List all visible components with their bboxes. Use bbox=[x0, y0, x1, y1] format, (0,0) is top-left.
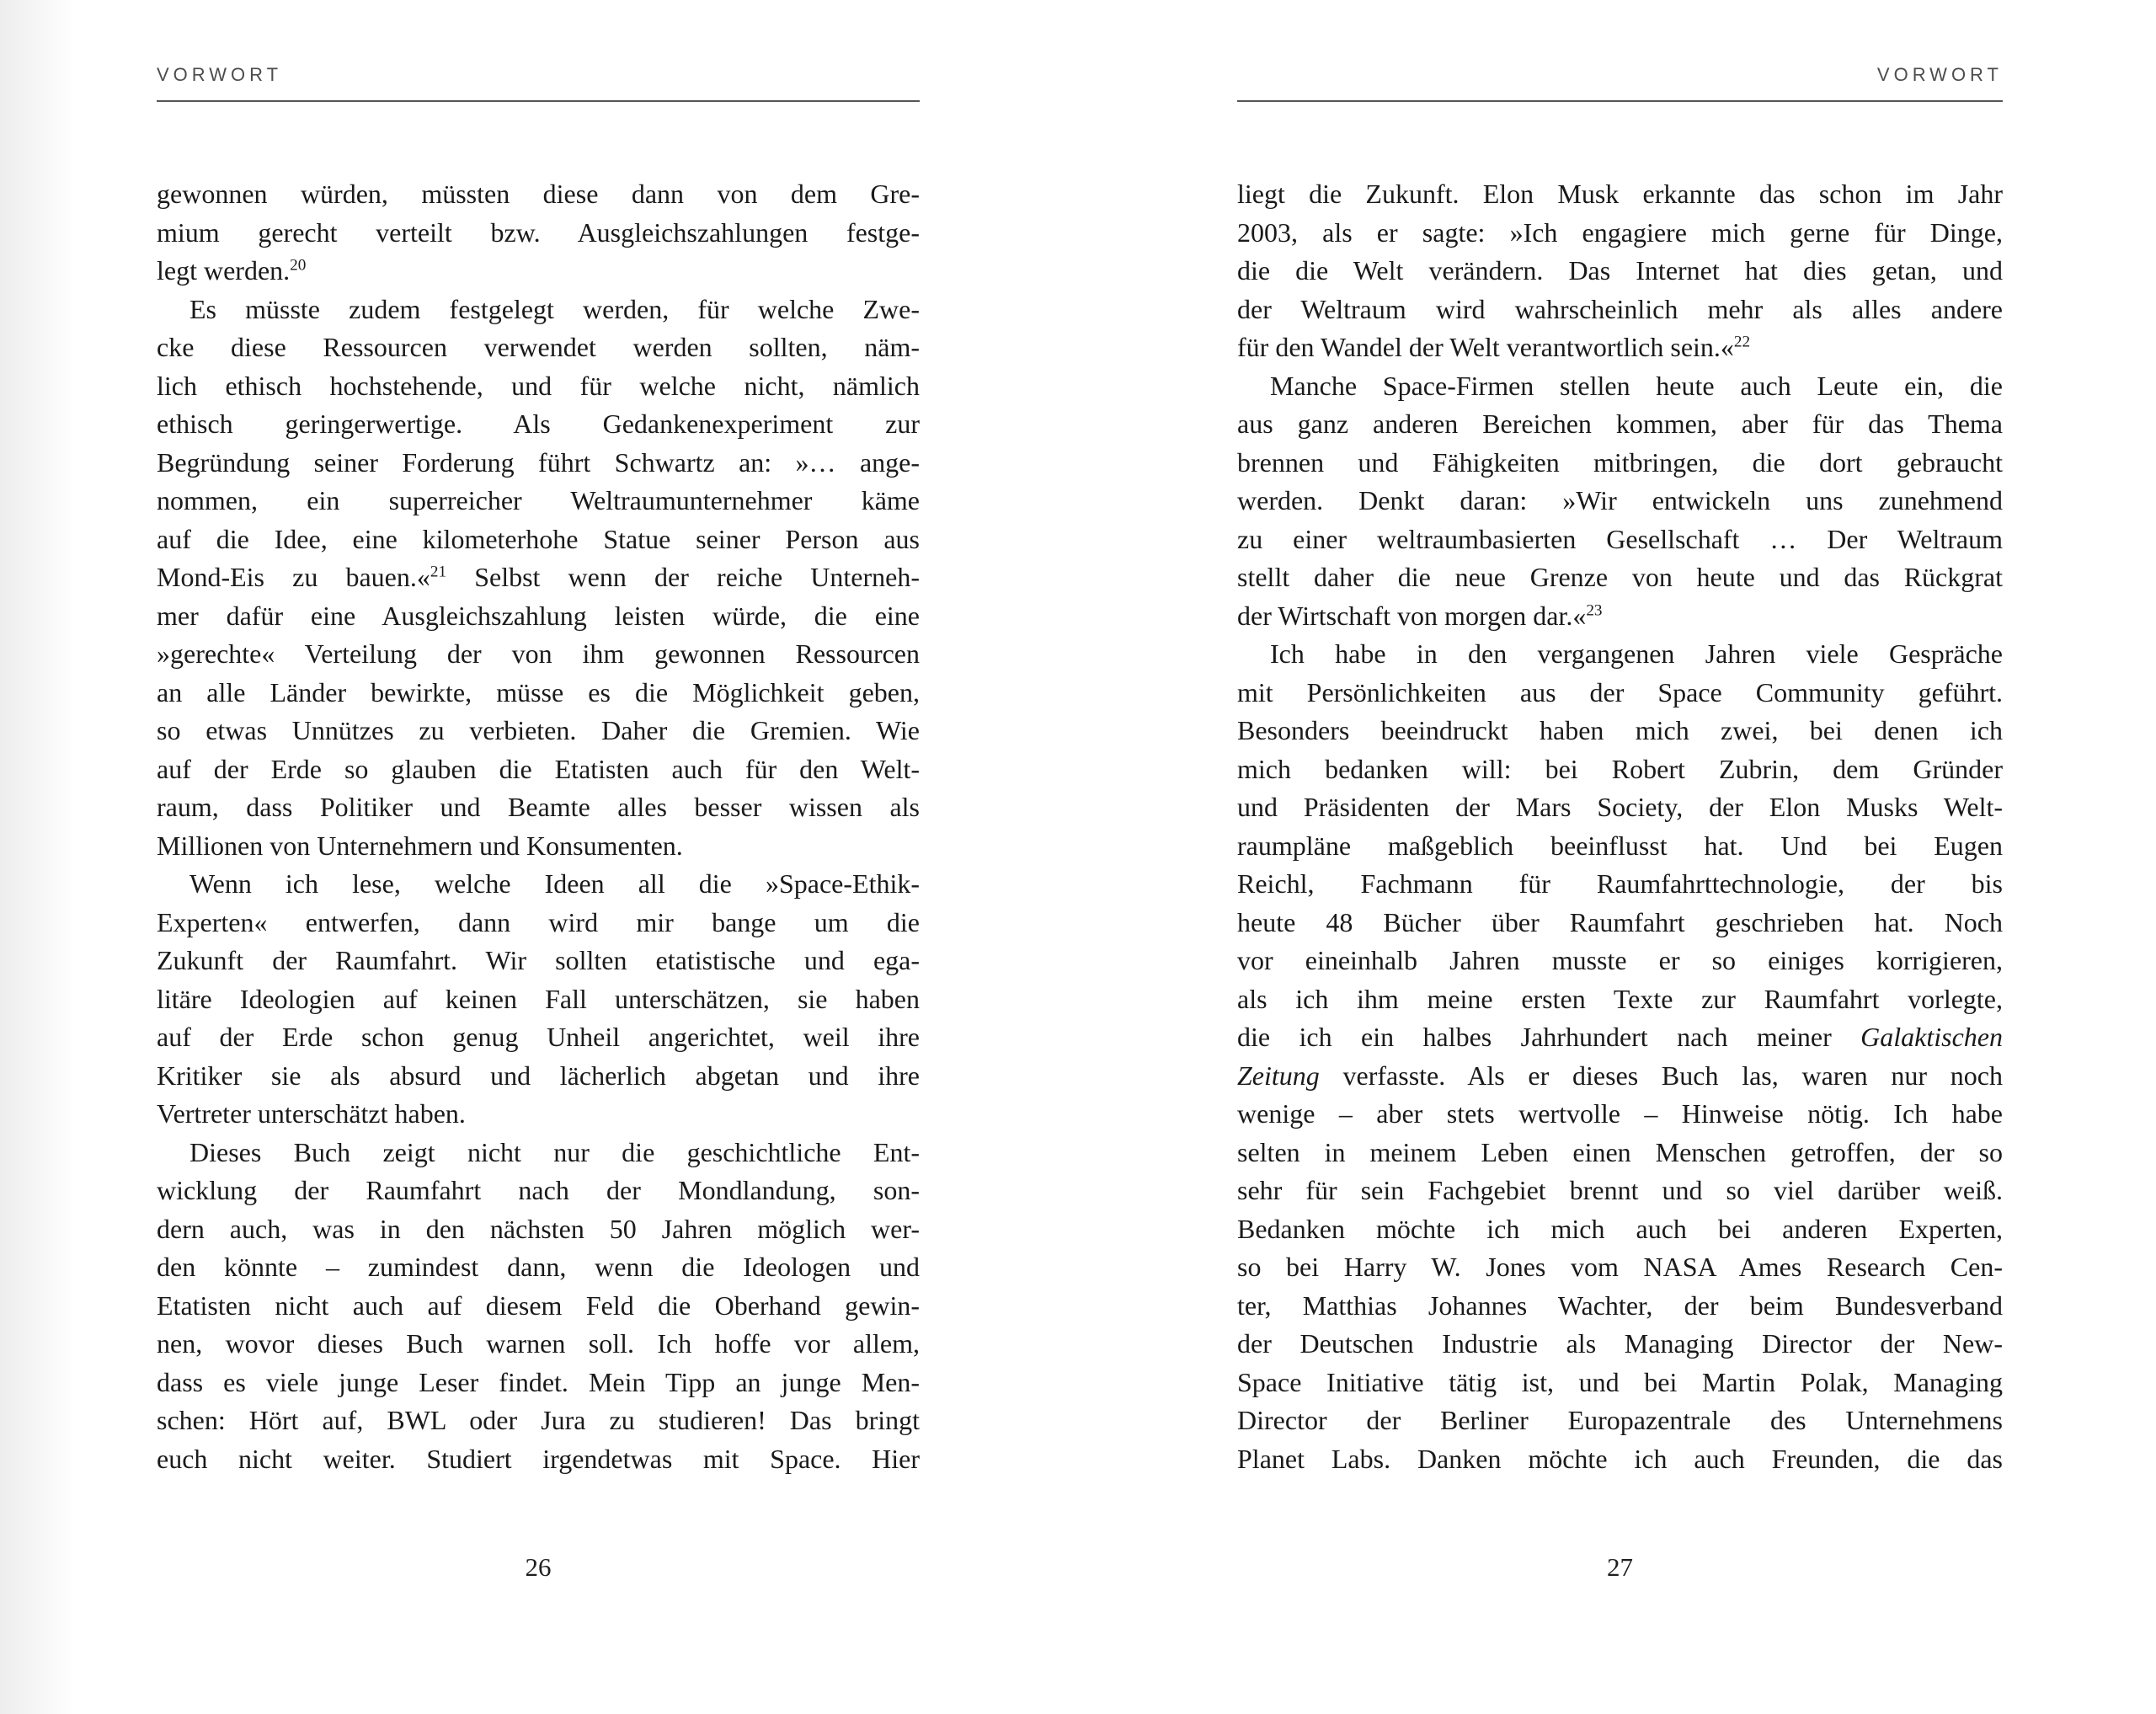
text-segment: Es müsste zudem festgelegt werden, für welche Zwe- bbox=[189, 293, 920, 324]
text-line bbox=[157, 597, 920, 636]
text-line bbox=[1237, 1402, 2003, 1440]
text-line bbox=[157, 712, 920, 750]
text-segment: Planet Labs. Danken möchte ich auch Freunden, die das bbox=[1237, 1443, 2003, 1474]
text-line bbox=[1237, 521, 2003, 559]
text-line bbox=[1237, 712, 2003, 750]
text-segment: lich ethisch hochstehende, und für welche nicht, nämlich bbox=[157, 370, 920, 401]
text-line bbox=[157, 750, 920, 789]
text-line bbox=[1237, 444, 2003, 483]
text-line bbox=[157, 788, 920, 827]
text-segment: Selbst wenn der reiche Unterneh- bbox=[446, 562, 921, 592]
text-segment: mium gerecht verteilt bzw. Ausgleichszahlungen festge- bbox=[157, 216, 920, 248]
text-segment: auf der Erde schon genug Unheil angerichtet, weil ihre bbox=[157, 1022, 920, 1052]
text-line bbox=[1237, 750, 2003, 789]
text-segment: Zukunft der Raumfahrt. Wir sollten etatistische und ega- bbox=[157, 945, 920, 975]
text-line bbox=[1237, 904, 2003, 942]
text-line bbox=[1237, 1248, 2003, 1287]
running-head-left: VORWORT bbox=[157, 64, 283, 85]
text-segment: sehr für sein Fachgebiet brennt und so viel darüber weiß. bbox=[1237, 1175, 2003, 1205]
text-segment: mer dafür eine Ausgleichszahlung leisten würde, die eine bbox=[157, 600, 920, 631]
text-segment: Vertreter unterschätzt haben. bbox=[157, 1098, 466, 1129]
text-line bbox=[1237, 482, 2003, 521]
text-line bbox=[1237, 865, 2003, 904]
text-segment: Experten« entwerfen, dann wird mir bange um die bbox=[157, 906, 920, 937]
text-segment: mich bedanken will: bei Robert Zubrin, dem Gründer bbox=[1237, 753, 2003, 784]
italic-text: Zeitung bbox=[1237, 1060, 1320, 1091]
text-segment: Ich habe in den vergangenen Jahren viele Gespräche bbox=[1270, 638, 2003, 669]
text-line bbox=[1237, 405, 2003, 444]
text-line bbox=[1237, 367, 2003, 406]
text-segment: aus ganz anderen Bereichen kommen, aber für das Thema bbox=[1237, 408, 2003, 439]
text-segment: die ich ein halbes Jahrhundert nach meiner bbox=[1237, 1022, 1861, 1052]
text-line bbox=[1237, 1440, 2003, 1479]
text-line bbox=[157, 1440, 920, 1479]
text-line bbox=[157, 1095, 920, 1134]
text-segment: stellt daher die neue Grenze von heute und das Rückgrat bbox=[1237, 562, 2003, 592]
text-segment: werden. Denkt daran: »Wir entwickeln uns zunehmend bbox=[1237, 485, 2003, 515]
text-segment: die die Welt verändern. Das Internet hat dies getan, und bbox=[1237, 255, 2003, 286]
text-line bbox=[1237, 252, 2003, 291]
text-line bbox=[157, 367, 920, 406]
text-line bbox=[1237, 827, 2003, 866]
text-segment: schen: Hört auf, BWL oder Jura zu studieren! Das bringt bbox=[157, 1405, 920, 1435]
text-segment: der Wirtschaft von morgen dar.« bbox=[1237, 600, 1587, 631]
text-line bbox=[1237, 788, 2003, 827]
text-line bbox=[157, 942, 920, 980]
text-segment: brennen und Fähigkeiten mitbringen, die dort gebraucht bbox=[1237, 446, 2003, 478]
text-line bbox=[1237, 597, 2003, 636]
text-segment: Etatisten nicht auch auf diesem Feld die Oberhand gewin- bbox=[157, 1290, 920, 1321]
page-right bbox=[1237, 0, 2003, 1714]
text-segment: Besonders beeindruckt haben mich zwei, bei denen ich bbox=[1237, 715, 2003, 745]
text-line bbox=[157, 674, 920, 713]
text-segment: Director der Berliner Europazentrale des Unternehmens bbox=[1237, 1405, 2003, 1435]
text-segment: so bei Harry W. Jones vom NASA Ames Research Cen- bbox=[1237, 1252, 2003, 1282]
text-line bbox=[157, 1287, 920, 1326]
footnote-reference: 22 bbox=[1733, 333, 1751, 351]
running-head-right: VORWORT bbox=[1876, 64, 2003, 85]
text-line bbox=[157, 1248, 920, 1287]
text-segment: selten in meinem Leben einen Menschen getroffen, der so bbox=[1237, 1136, 2003, 1167]
text-line bbox=[1237, 1325, 2003, 1364]
text-line bbox=[1237, 980, 2003, 1019]
text-segment: auf die Idee, eine kilometerhohe Statue seiner Person aus bbox=[157, 523, 920, 554]
page-body-left bbox=[157, 175, 920, 1478]
text-line bbox=[157, 904, 920, 942]
footnote-reference: 21 bbox=[430, 563, 447, 581]
text-line bbox=[1237, 558, 2003, 597]
header-rule-right bbox=[1237, 100, 2003, 102]
text-line bbox=[1237, 214, 2003, 253]
text-line bbox=[1237, 1364, 2003, 1402]
page-number-left: 26 bbox=[525, 1552, 552, 1582]
text-segment: Dieses Buch zeigt nicht nur die geschichtliche Ent- bbox=[189, 1136, 920, 1167]
text-line bbox=[1237, 291, 2003, 329]
text-segment: liegt die Zukunft. Elon Musk erkannte das schon im Jahr bbox=[1237, 179, 2003, 209]
text-segment: Bedanken möchte ich mich auch bei anderen Experten, bbox=[1237, 1213, 2003, 1244]
text-segment: und Präsidenten der Mars Society, der Elon Musks Welt- bbox=[1237, 792, 2003, 822]
text-line bbox=[157, 1134, 920, 1172]
text-line bbox=[1237, 1095, 2003, 1134]
text-segment: ethisch geringerwertige. Als Gedankenexperiment zur bbox=[157, 408, 920, 439]
text-segment: »gerechte« Verteilung der von ihm gewonnen Ressourcen bbox=[157, 638, 920, 669]
text-line bbox=[157, 291, 920, 329]
text-segment: Mond-Eis zu bauen.« bbox=[157, 562, 430, 592]
text-segment: den könnte – zumindest dann, wenn die Ideologen und bbox=[157, 1252, 920, 1282]
text-segment: zu einer weltraumbasierten Gesellschaft … Der Weltraum bbox=[1237, 523, 2003, 554]
text-segment: heute 48 Bücher über Raumfahrt geschrieben hat. Noch bbox=[1237, 906, 2003, 937]
text-segment: gewonnen würden, müssten diese dann von dem Gre- bbox=[157, 179, 920, 209]
text-line bbox=[157, 865, 920, 904]
text-line bbox=[157, 1402, 920, 1440]
text-segment: als ich ihm meine ersten Texte zur Raumfahrt vorlegte, bbox=[1237, 983, 2003, 1014]
text-line bbox=[157, 521, 920, 559]
text-segment: für den Wandel der Welt verantwortlich sein.« bbox=[1237, 332, 1734, 362]
text-segment: so etwas Unnützes zu verbieten. Daher die Gremien. Wie bbox=[157, 715, 920, 745]
text-line bbox=[157, 1018, 920, 1057]
text-line bbox=[1237, 328, 2003, 367]
text-line bbox=[157, 980, 920, 1019]
header-rule-left bbox=[157, 100, 920, 102]
text-segment: auf der Erde so glauben die Etatisten auch für den Welt- bbox=[157, 753, 920, 784]
text-segment: Wenn ich lese, welche Ideen all die »Space-Ethik- bbox=[189, 868, 920, 899]
text-segment: nommen, ein superreicher Weltraumunternehmer käme bbox=[157, 485, 920, 515]
text-segment: Manche Space-Firmen stellen heute auch Leute ein, die bbox=[1270, 370, 2003, 401]
text-line bbox=[157, 1172, 920, 1210]
text-segment: an alle Länder bewirkte, müsse es die Möglichkeit geben, bbox=[157, 676, 920, 707]
text-line bbox=[1237, 674, 2003, 713]
text-line bbox=[157, 635, 920, 674]
text-segment: ter, Matthias Johannes Wachter, der beim Bundesverband bbox=[1237, 1290, 2003, 1321]
text-segment: 2003, als er sagte: »Ich engagiere mich gerne für Dinge, bbox=[1237, 216, 2003, 248]
text-line bbox=[1237, 1210, 2003, 1249]
text-line bbox=[157, 444, 920, 483]
text-line bbox=[157, 558, 920, 597]
page-number-right: 27 bbox=[1607, 1552, 1633, 1582]
italic-text: Galaktischen bbox=[1860, 1022, 2003, 1052]
page-left bbox=[157, 0, 920, 1714]
text-segment: dern auch, was in den nächsten 50 Jahren möglich wer- bbox=[157, 1213, 920, 1244]
text-line bbox=[157, 214, 920, 253]
text-line bbox=[1237, 1018, 2003, 1057]
text-segment: dass es viele junge Leser findet. Mein Tipp an junge Men- bbox=[157, 1366, 920, 1397]
text-line bbox=[1237, 1287, 2003, 1326]
text-segment: Begründung seiner Forderung führt Schwartz an: »… ange- bbox=[157, 446, 920, 478]
text-line bbox=[157, 1210, 920, 1249]
page-body-right bbox=[1237, 175, 2003, 1478]
text-line bbox=[157, 175, 920, 214]
text-segment: Millionen von Unternehmern und Konsumenten. bbox=[157, 830, 683, 861]
text-line bbox=[157, 482, 920, 521]
text-segment: verfasste. Als er dieses Buch las, waren nur noch bbox=[1319, 1060, 2003, 1091]
text-line bbox=[157, 405, 920, 444]
text-segment: euch nicht weiter. Studiert irgendetwas mit Space. Hier bbox=[157, 1443, 920, 1474]
text-line bbox=[157, 1325, 920, 1364]
text-segment: der Deutschen Industrie als Managing Director der New- bbox=[1237, 1328, 2003, 1359]
footnote-reference: 23 bbox=[1586, 601, 1603, 619]
text-segment: Reichl, Fachmann für Raumfahrttechnologie, der bis bbox=[1237, 868, 2003, 899]
text-segment: Space Initiative tätig ist, und bei Martin Polak, Managing bbox=[1237, 1366, 2003, 1397]
text-line bbox=[1237, 635, 2003, 674]
text-segment: der Weltraum wird wahrscheinlich mehr als alles andere bbox=[1237, 293, 2003, 324]
text-segment: mit Persönlichkeiten aus der Space Community geführt. bbox=[1237, 676, 2003, 707]
text-line bbox=[1237, 1134, 2003, 1172]
text-line bbox=[157, 827, 920, 866]
text-line bbox=[1237, 175, 2003, 214]
text-line bbox=[1237, 1057, 2003, 1096]
text-line bbox=[1237, 1172, 2003, 1210]
text-line bbox=[1237, 942, 2003, 980]
text-segment: wicklung der Raumfahrt nach der Mondlandung, son- bbox=[157, 1175, 920, 1205]
text-segment: raumpläne maßgeblich beeinflusst hat. Und bei Eugen bbox=[1237, 830, 2003, 861]
scan-edge-shadow bbox=[0, 0, 76, 1714]
text-line bbox=[157, 1057, 920, 1096]
text-segment: nen, wovor dieses Buch warnen soll. Ich hoffe vor allem, bbox=[157, 1328, 920, 1359]
footnote-reference: 20 bbox=[290, 256, 307, 275]
text-segment: cke diese Ressourcen verwendet werden sollten, näm- bbox=[157, 332, 920, 362]
text-segment: wenige – aber stets wertvolle – Hinweise nötig. Ich habe bbox=[1237, 1098, 2003, 1129]
text-line bbox=[157, 1364, 920, 1402]
text-segment: Kritiker sie als absurd und lächerlich abgetan und ihre bbox=[157, 1060, 920, 1091]
text-segment: legt werden. bbox=[157, 255, 291, 286]
text-line bbox=[157, 252, 920, 291]
text-segment: vor eineinhalb Jahren musste er so einiges korrigieren, bbox=[1237, 945, 2003, 975]
text-segment: litäre Ideologien auf keinen Fall unterschätzen, sie haben bbox=[157, 983, 920, 1014]
text-segment: raum, dass Politiker und Beamte alles besser wissen als bbox=[157, 792, 920, 822]
text-line bbox=[157, 328, 920, 367]
